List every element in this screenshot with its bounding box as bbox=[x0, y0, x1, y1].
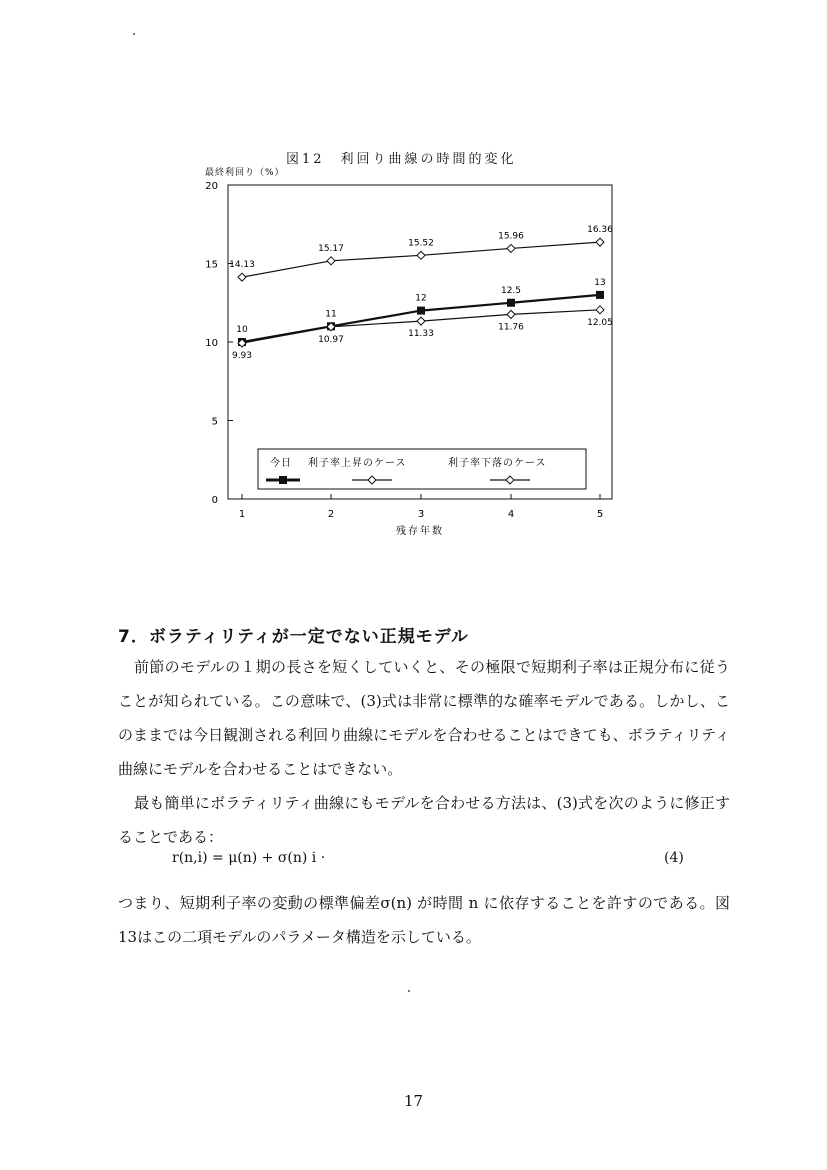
data-point bbox=[417, 307, 425, 315]
y-tick-label: 10 bbox=[205, 338, 218, 349]
y-axis-ticks bbox=[205, 181, 233, 506]
data-label: 14.13 bbox=[229, 260, 255, 271]
x-axis-label: 残存年数 bbox=[396, 526, 444, 537]
figure-title: 図12 利回り曲線の時間的変化 bbox=[286, 152, 517, 167]
data-label: 10.97 bbox=[318, 334, 344, 345]
paragraph-3: つまり、短期利子率の変動の標準偏差σ(n) が時間 n に依存することを許すのである。図13はこの二項モデルのパラメータ構造を示している。 bbox=[118, 894, 730, 946]
chart-legend bbox=[258, 449, 586, 489]
data-label: 15.52 bbox=[408, 238, 434, 249]
x-axis-ticks bbox=[239, 494, 603, 520]
data-label: 11.76 bbox=[498, 322, 524, 333]
data-label: 10 bbox=[236, 325, 248, 335]
data-point bbox=[596, 291, 604, 299]
data-point bbox=[327, 257, 335, 265]
y-tick-label: 0 bbox=[211, 495, 218, 506]
equation-number: (4) bbox=[664, 850, 684, 866]
data-point bbox=[417, 251, 425, 259]
data-point bbox=[596, 238, 604, 246]
data-label: 12.5 bbox=[500, 285, 522, 296]
paragraph-1: 前節のモデルの１期の長さを短くしていくと、その極限で短期利子率は正規分布に従うことが知られている。この意味で、(3)式は非常に標準的な確率モデルである。しかし、このままでは今日観測される利回り曲線にモデルを合わせることはできても、ボラティリティ曲線にモデルを合わせることはできない。 bbox=[118, 658, 730, 778]
section-heading: 7．ボラティリティが一定でない正規モデル bbox=[118, 627, 469, 647]
data-label: 12.05 bbox=[587, 317, 613, 328]
data-label: 9.93 bbox=[231, 351, 253, 362]
data-point bbox=[596, 306, 604, 314]
x-tick-label: 4 bbox=[507, 509, 515, 520]
data-point bbox=[507, 244, 515, 252]
y-tick-label: 20 bbox=[205, 181, 218, 192]
data-point bbox=[507, 299, 515, 307]
data-label: 13 bbox=[594, 277, 606, 288]
data-point bbox=[417, 317, 425, 325]
series-layer bbox=[229, 225, 613, 361]
data-label: 11.33 bbox=[408, 329, 434, 340]
legend-label: 今日 bbox=[270, 458, 292, 469]
paragraph-2: 最も簡単にボラティリティ曲線にもモデルを合わせる方法は、(3)式を次のように修正することである： bbox=[118, 794, 730, 846]
x-tick-label: 1 bbox=[238, 509, 246, 520]
scan-speck bbox=[408, 990, 410, 992]
equation: r(n,i) = μ(n) + σ(n) i · bbox=[172, 850, 326, 866]
legend-label: 利子率上昇のケース bbox=[308, 458, 407, 469]
data-label: 16.36 bbox=[587, 225, 613, 236]
legend-box bbox=[258, 449, 586, 489]
y-axis-label: 最終利回り（%） bbox=[205, 168, 285, 178]
data-label: 11 bbox=[325, 309, 337, 320]
x-tick-label: 3 bbox=[417, 509, 425, 520]
data-point bbox=[507, 310, 515, 318]
data-point bbox=[238, 273, 246, 281]
page-number: 17 bbox=[403, 1092, 424, 1110]
data-label: 15.96 bbox=[498, 231, 524, 242]
series-2 bbox=[229, 225, 613, 281]
legend-label: 利子率下落のケース bbox=[448, 458, 547, 469]
x-tick-label: 5 bbox=[596, 509, 604, 520]
x-tick-label: 2 bbox=[327, 509, 335, 520]
y-tick-label: 5 bbox=[211, 416, 218, 428]
data-label: 15.17 bbox=[318, 243, 344, 254]
y-tick-label: 15 bbox=[205, 259, 218, 271]
data-label: 12 bbox=[415, 293, 427, 304]
legend-marker bbox=[279, 476, 287, 484]
